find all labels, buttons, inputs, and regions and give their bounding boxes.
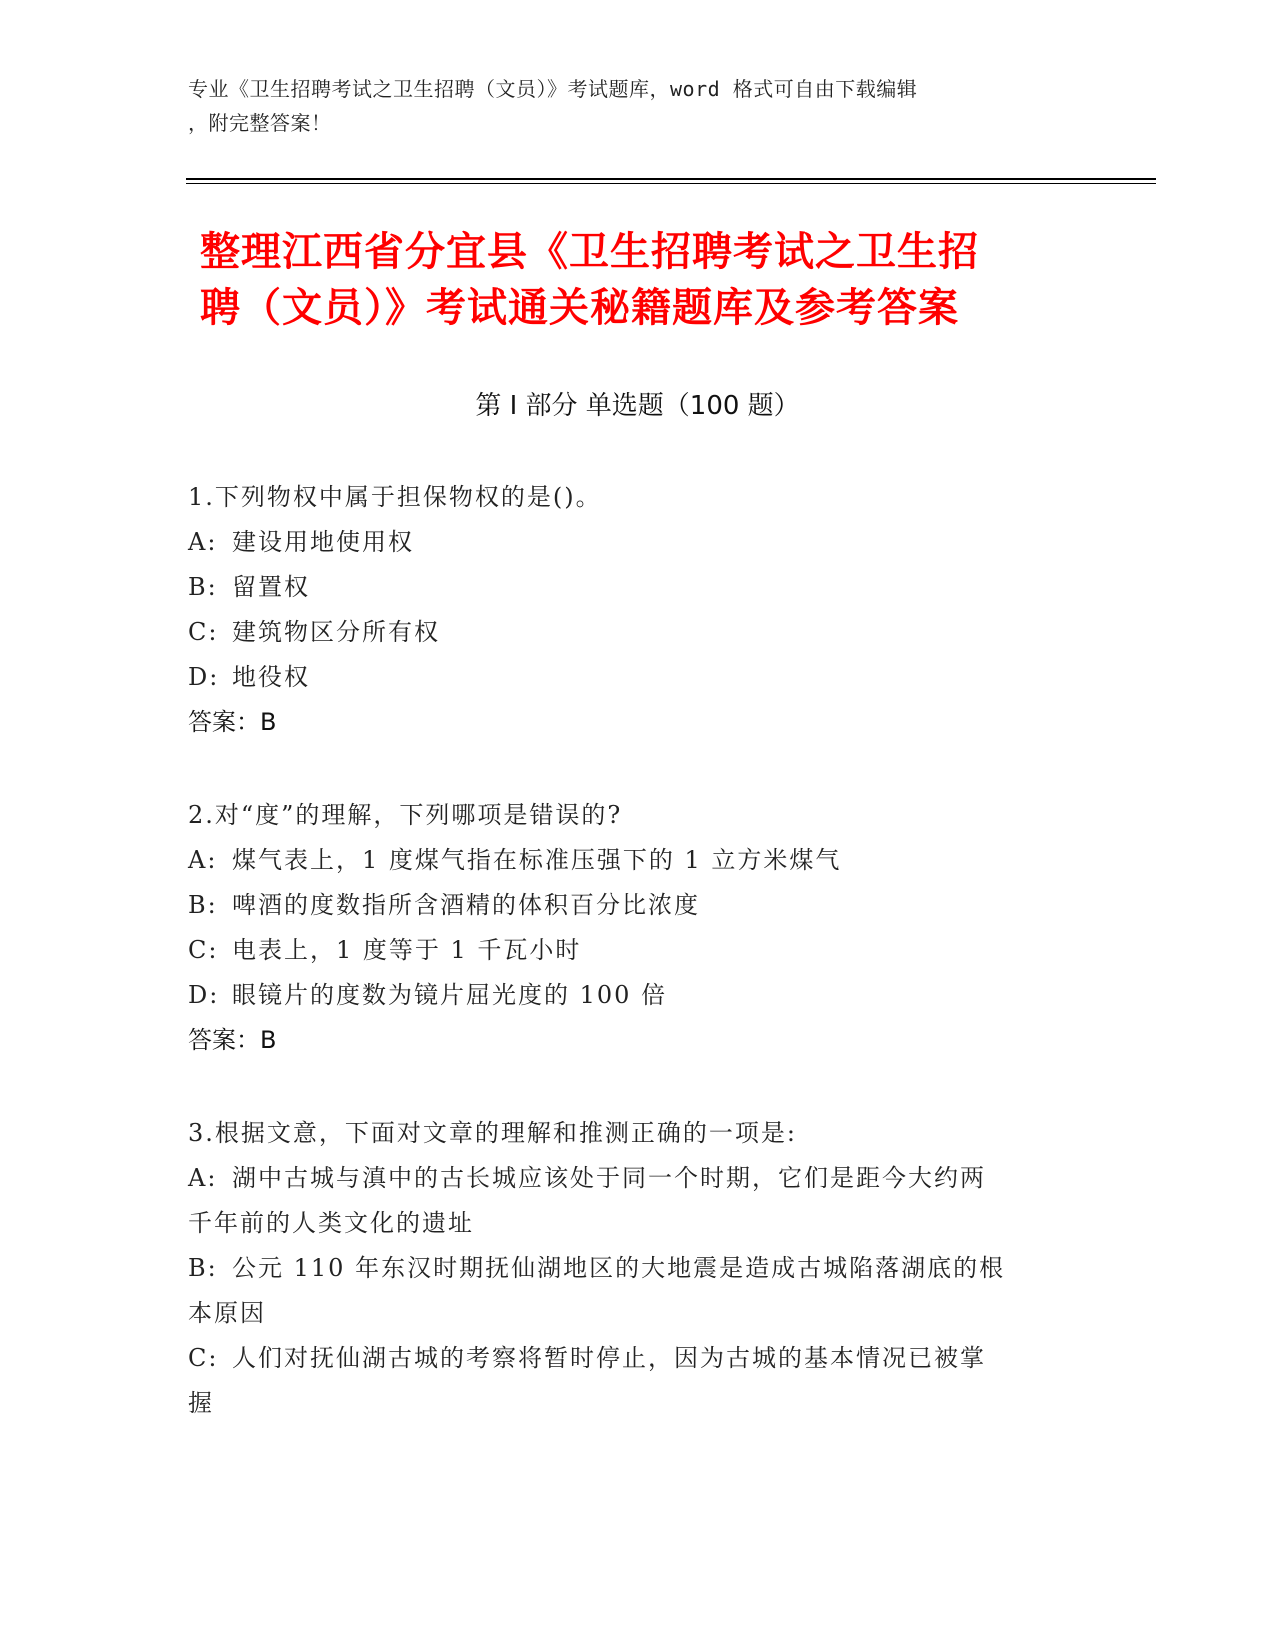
- question-3: [188, 1111, 1078, 1426]
- option-a: [188, 520, 1078, 565]
- document-title-line-2: 聘（文员）》考试通关秘籍题库及参考答案: [200, 285, 959, 331]
- option-text: 公元 110 年东汉时期抚仙湖地区的大地震是造成古城陷落湖底的根: [232, 1254, 1006, 1282]
- document-title-line-1: 整理江西省分宜县《卫生招聘考试之卫生招: [200, 229, 979, 275]
- header-rule-thin: [186, 183, 1156, 184]
- option-label: B:: [188, 573, 218, 601]
- document-title: [200, 224, 1080, 336]
- option-label: C:: [188, 1344, 219, 1372]
- option-c: [188, 928, 1078, 973]
- option-a: [188, 1156, 1078, 1201]
- question-stem: 3.根据文意，下面对文章的理解和推测正确的一项是:: [188, 1119, 797, 1147]
- option-label: A:: [188, 846, 218, 874]
- option-label: D:: [188, 981, 220, 1009]
- section-title: 第 I 部分 单选题（100 题）: [475, 391, 800, 421]
- option-d: [188, 655, 1078, 700]
- option-label: B:: [188, 1254, 218, 1282]
- option-b: [188, 1246, 1078, 1291]
- option-b: [188, 565, 1078, 610]
- option-text: 啤酒的度数指所含酒精的体积百分比浓度: [232, 891, 700, 919]
- option-label: C:: [188, 618, 219, 646]
- option-b-continued: 本原因: [188, 1299, 266, 1327]
- option-text: 电表上，1 度等于 1 千瓦小时: [232, 936, 582, 964]
- answer-text: 答案：B: [188, 708, 277, 736]
- option-label: D:: [188, 663, 220, 691]
- option-label: C:: [188, 936, 219, 964]
- answer-text: 答案：B: [188, 1026, 277, 1054]
- question-1: [188, 475, 1078, 745]
- option-text: 建筑物区分所有权: [232, 618, 440, 646]
- option-a: [188, 838, 1078, 883]
- option-text: 地役权: [232, 663, 310, 691]
- question-stem: 1.下列物权中属于担保物权的是()。: [188, 483, 602, 511]
- option-b: [188, 883, 1078, 928]
- option-text: 留置权: [232, 573, 310, 601]
- option-a-continued: 千年前的人类文化的遗址: [188, 1209, 474, 1237]
- option-text: 人们对抚仙湖古城的考察将暂时停止，因为古城的基本情况已被掌: [232, 1344, 986, 1372]
- question-list: [188, 475, 1078, 1474]
- header-note-line-2: ，附完整答案！: [188, 111, 332, 135]
- option-text: 煤气表上，1 度煤气指在标准压强下的 1 立方米煤气: [232, 846, 842, 874]
- option-text: 眼镜片的度数为镜片屈光度的 100 倍: [232, 981, 668, 1009]
- question-2: [188, 793, 1078, 1063]
- option-c-continued: 握: [188, 1389, 214, 1417]
- option-label: A:: [188, 1164, 218, 1192]
- option-text: 建设用地使用权: [232, 528, 414, 556]
- option-label: B:: [188, 891, 218, 919]
- option-label: A:: [188, 528, 218, 556]
- option-text: 湖中古城与滇中的古长城应该处于同一个时期，它们是距今大约两: [232, 1164, 986, 1192]
- header-note-line-1: 专业《卫生招聘考试之卫生招聘（文员）》考试题库，word 格式可自由下载编辑: [188, 77, 918, 101]
- option-c: [188, 1336, 1078, 1381]
- header-rule-thick: [186, 178, 1156, 180]
- header-note: [188, 72, 1068, 140]
- question-stem: 2.对“度”的理解，下列哪项是错误的?: [188, 801, 623, 829]
- option-d: [188, 973, 1078, 1018]
- option-c: [188, 610, 1078, 655]
